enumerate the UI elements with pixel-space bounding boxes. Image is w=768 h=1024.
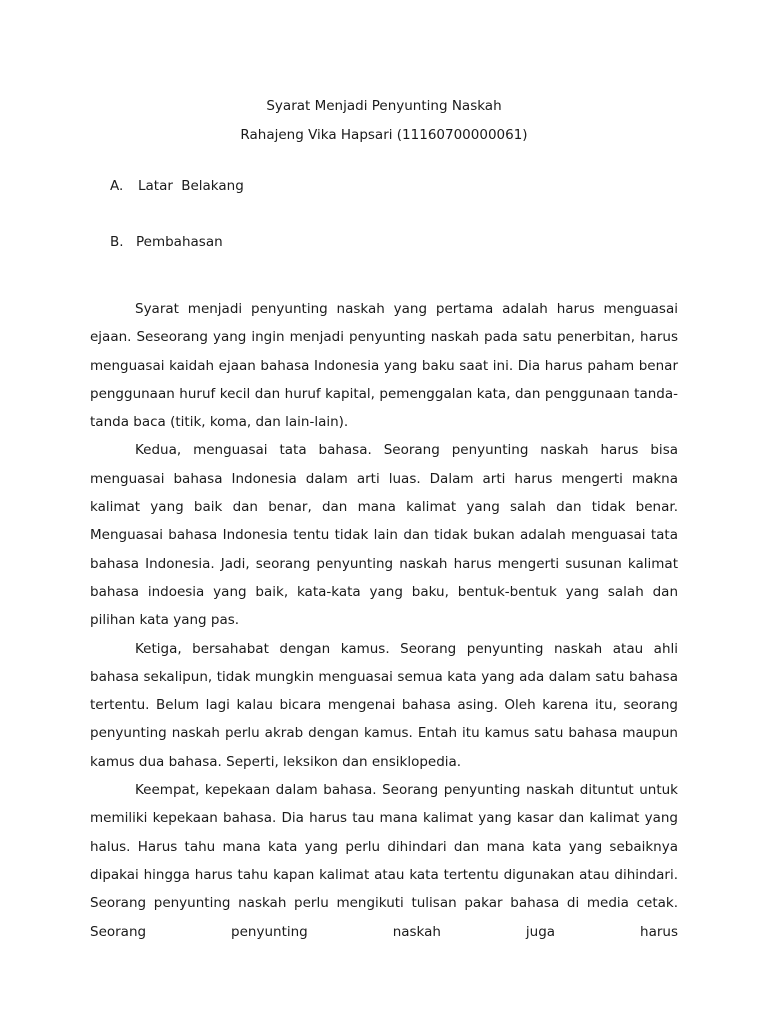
title-block: [0, 92, 768, 150]
section-heading-a: [110, 178, 244, 194]
paragraph-kamus: Ketiga, bersahabat dengan kamus. Seorang penyunting naskah atau ahli bahasa sekalipun, tidak mungkin menguasai semua kata yang ada dalam satu bahasa tertentu. Belum lagi kalau bicara mengenai bahasa asing. Oleh karena itu, seorang penyunting naskah perlu akrab dengan kamus. Entah itu kamus satu bahasa maupun kamus dua bahasa. Seperti, leksikon dan ensiklopedia.: [90, 640, 678, 770]
body-text: [90, 295, 678, 946]
section-title: Pembahasan: [136, 234, 223, 250]
section-number: A.: [110, 178, 124, 194]
section-heading-b: [110, 234, 223, 250]
author-line: Rahajeng Vika Hapsari (11160700000061): [240, 127, 528, 143]
paragraph-tata-bahasa: Kedua, menguasai tata bahasa. Seorang penyunting naskah harus bisa menguasai bahasa Indonesia dalam arti luas. Dalam arti harus mengerti makna kalimat yang baik dan benar, dan mana kalimat yang salah dan tidak benar. Menguasai bahasa Indonesia tentu tidak lain dan tidak bukan adalah menguasai tata bahasa Indonesia. Jadi, seorang penyunting naskah harus mengerti susunan kalimat bahasa indoesia yang baik, kata-kata yang baku, bentuk-bentuk yang salah dan pilihan kata yang pas.: [90, 442, 678, 629]
section-number: B.: [110, 234, 124, 250]
document-title: Syarat Menjadi Penyunting Naskah: [266, 98, 502, 114]
paragraph-kepekaan: Keempat, kepekaan dalam bahasa. Seorang penyunting naskah dituntut untuk memiliki kepekaan bahasa. Dia harus tau mana kalimat yang kasar dan kalimat yang halus. Harus tahu mana kata yang perlu dihindari dan mana kata yang sebaiknya dipakai hingga harus tahu kapan kalimat atau kata tertentu digunakan atau dihindari. Seorang penyunting naskah perlu mengikuti tulisan pakar bahasa di media cetak. Seorang penyunting naskah juga harus: [90, 782, 678, 940]
section-title: Latar Belakang: [138, 178, 244, 194]
paragraph-ejaan: Syarat menjadi penyunting naskah yang pertama adalah harus menguasai ejaan. Seseorang yang ingin menjadi penyunting naskah pada satu penerbitan, harus menguasai kaidah ejaan bahasa Indonesia yang baku saat ini. Dia harus paham benar penggunaan huruf kecil dan huruf kapital, pemenggalan kata, dan penggunaan tanda-tanda baca (titik, koma, dan lain-lain).: [90, 301, 678, 431]
